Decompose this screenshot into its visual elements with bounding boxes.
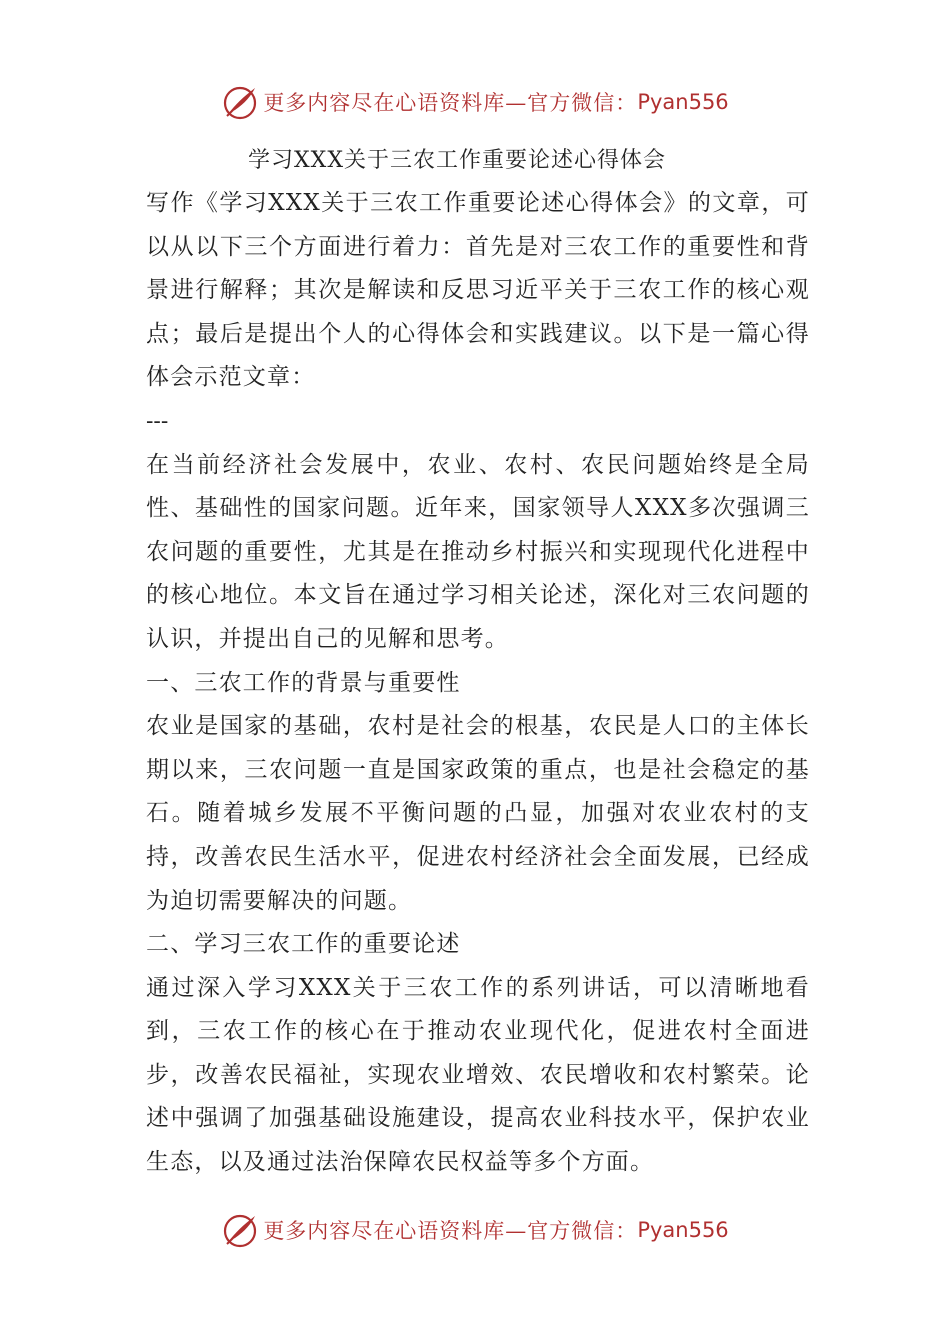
intro-paragraph: 写作《学习XXX关于三农工作重要论述心得体会》的文章，可以从以下三个方面进行着力：首先是对三农工作的重要性和背景进行解释；其次是解读和反思习近平关于三农工作的核心观点；最后是提出个人的心得体会和实践建议。以下是一篇心得体会示范文章： xyxy=(146,190,810,391)
separator-line: --- xyxy=(146,408,169,434)
watermark-handle: Pyan556 xyxy=(637,1218,729,1242)
document-body xyxy=(146,140,810,1185)
quill-logo-icon xyxy=(221,83,259,121)
paragraph-2: 农业是国家的基础，农村是社会的根基，农民是人口的主体长期以来，三农问题一直是国家政策的重点，也是社会稳定的基石。随着城乡发展不平衡问题的凸显，加强对农业农村的支持，改善农民生活水平，促进农村经济社会全面发展，已经成为迫切需要解决的问题。 xyxy=(146,713,810,914)
document-title: 学习XXX关于三农工作重要论述心得体会 xyxy=(248,148,666,173)
quill-logo-icon xyxy=(221,1211,259,1249)
section-heading-1: 一、三农工作的背景与重要性 xyxy=(146,669,461,696)
watermark-text: 更多内容尽在心语资料库—官方微信： xyxy=(263,1219,638,1243)
watermark-text: 更多内容尽在心语资料库—官方微信： xyxy=(263,91,638,115)
paragraph-1: 在当前经济社会发展中，农业、农村、农民问题始终是全局性、基础性的国家问题。近年来，国家领导人XXX多次强调三农问题的重要性，尤其是在推动乡村振兴和实现现代化进程中的核心地位。本文旨在通过学习相关论述，深化对三农问题的认识，并提出自己的见解和思考。 xyxy=(146,451,810,652)
paragraph-3: 通过深入学习XXX关于三农工作的系列讲话，可以清晰地看到，三农工作的核心在于推动农业现代化，促进农村全面进步，改善农民福祉，实现农业增效、农民增收和农村繁荣。论述中强调了加强基础设施建设，提高农业科技水平，保护农业生态，以及通过法治保障农民权益等多个方面。 xyxy=(146,974,810,1176)
watermark-banner-bottom xyxy=(0,1208,950,1252)
section-heading-2: 二、学习三农工作的重要论述 xyxy=(146,931,461,958)
watermark-handle: Pyan556 xyxy=(637,90,729,114)
watermark-banner-top xyxy=(0,80,950,124)
